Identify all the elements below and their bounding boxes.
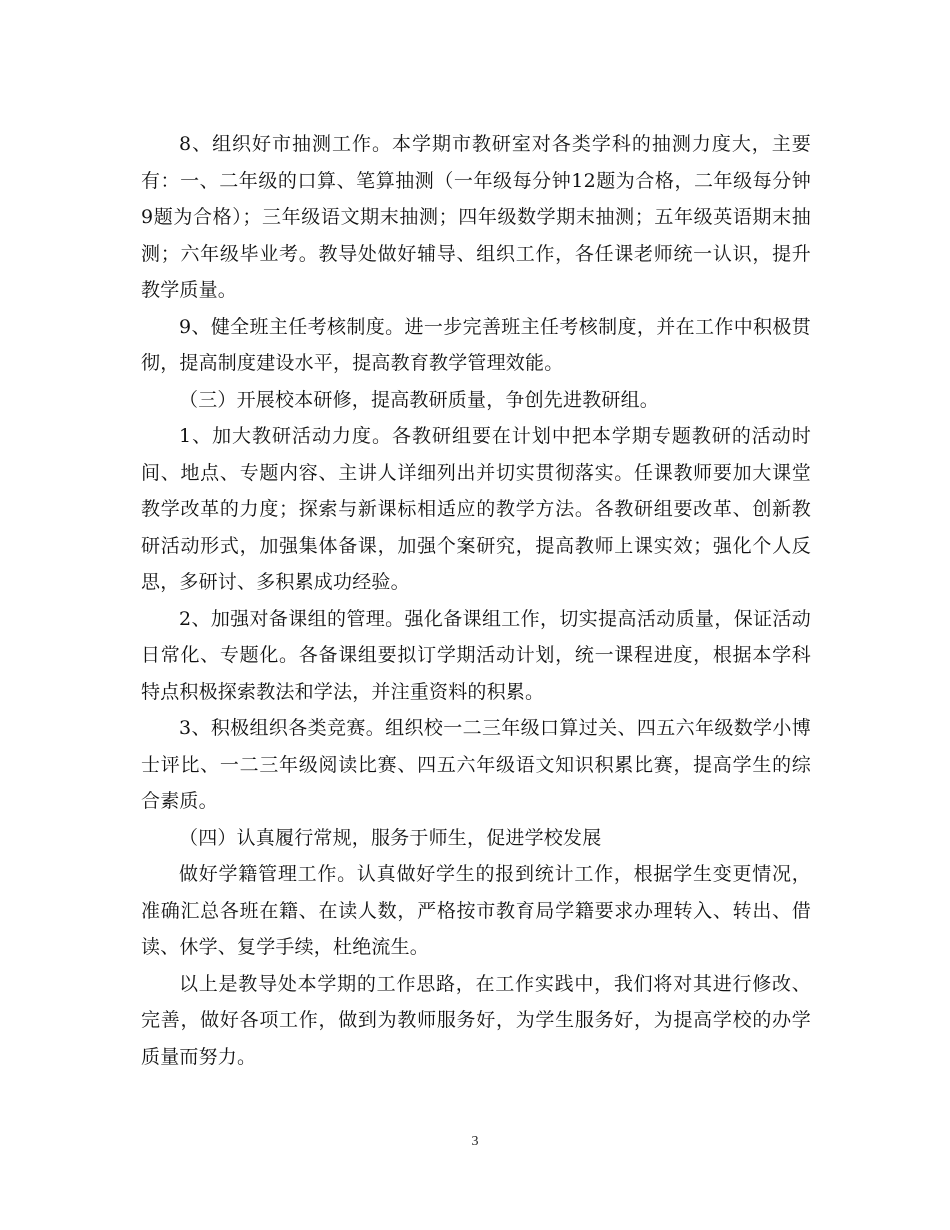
section-heading-4: （四）认真履行常规，服务于师生，促进学校发展 (179, 826, 602, 849)
page-number: 3 (471, 1134, 479, 1149)
paragraph-conclusion: 以上是教导处本学期的工作思路，在工作实践中，我们将对其进行修改、完善，做好各项工作，做到为教师服务好，为学生服务好，为提高学校的办学质量而努力。 (141, 972, 811, 1068)
paragraph-item-9: 9、健全班主任考核制度。进一步完善班主任考核制度，并在工作中积极贯彻，提高制度建设水平，提高教育教学管理效能。 (141, 315, 811, 374)
document-body (141, 126, 811, 1075)
paragraph-item-8: 8、组织好市抽测工作。本学期市教研室对各类学科的抽测力度大，主要有：一、二年级的口算、笔算抽测（一年级每分钟12题为合格，二年级每分钟9题为合格）；三年级语文期末抽测；四年级数学期末抽测；五年级英语期末抽测；六年级毕业考。教导处做好辅导、组织工作，各任课老师统一认识，提升教学质量。 (141, 133, 811, 301)
paragraph-item-2: 2、加强对备课组的管理。强化备课组工作，切实提高活动质量，保证活动日常化、专题化。各备课组要拟订学期活动计划，统一课程进度，根据本学科特点积极探索教法和学法，并注重资料的积累。 (141, 607, 811, 703)
paragraph-enrollment: 做好学籍管理工作。认真做好学生的报到统计工作，根据学生变更情况，准确汇总各班在籍、在读人数，严格按市教育局学籍要求办理转入、转出、借读、休学、复学手续，杜绝流生。 (141, 863, 811, 958)
paragraph-item-1: 1、加大教研活动力度。各教研组要在计划中把本学期专题教研的活动时间、地点、专题内容、主讲人详细列出并切实贯彻落实。任课教师要加大课堂教学改革的力度；探索与新课标相适应的教学方法。各教研组要改革、创新教研活动形式，加强集体备课，加强个案研究，提高教师上课实效；强化个人反思，多研讨、多积累成功经验。 (141, 425, 811, 593)
paragraph-item-3: 3、积极组织各类竞赛。组织校一二三年级口算过关、四五六年级数学小博士评比、一二三年级阅读比赛、四五六年级语文知识积累比赛，提高学生的综合素质。 (141, 717, 811, 812)
section-heading-3: （三）开展校本研修，提高教研质量，争创先进教研组。 (179, 388, 660, 411)
